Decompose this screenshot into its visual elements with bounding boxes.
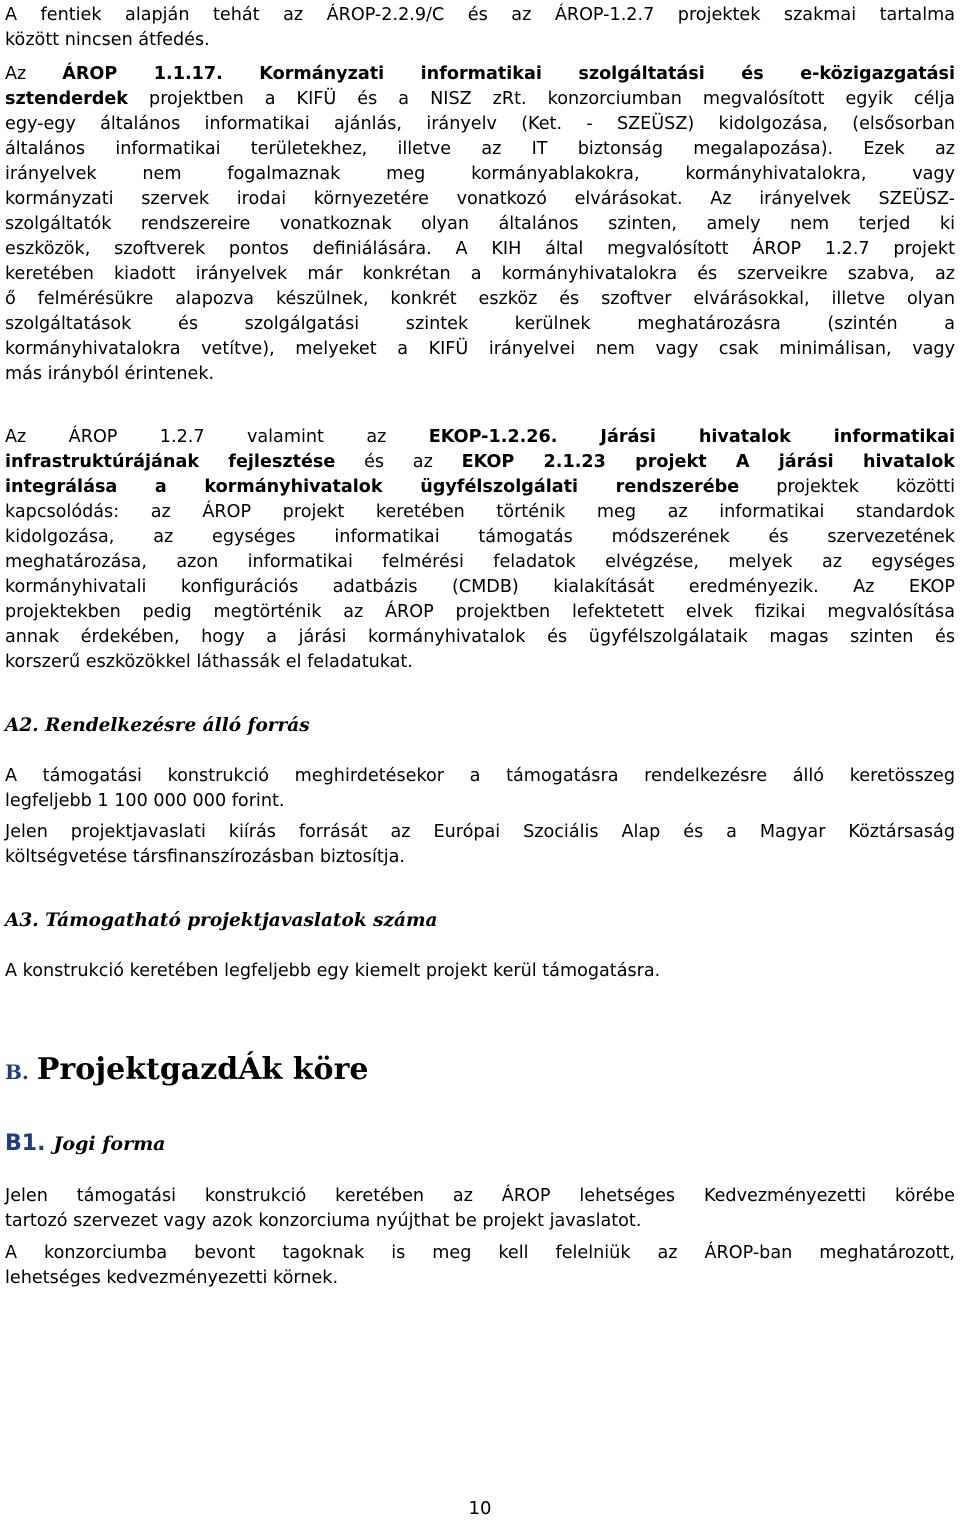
- paragraph-a3: [5, 959, 955, 984]
- text-line: eszközök, szoftverek pontos definiálására. A KIH által megvalósított ÁROP 1.2.7 projekt: [5, 239, 955, 259]
- section-heading-b1: [5, 1131, 166, 1156]
- paragraph-arop-1-1-17: [5, 62, 955, 387]
- text-line: A konstrukció keretében legfeljebb egy kiemelt projekt kerül támogatásra.: [5, 961, 661, 981]
- text-line: lehetséges kedvezményezetti körnek.: [5, 1268, 339, 1288]
- paragraph-b1-2: [5, 1241, 955, 1291]
- paragraph-a2-1: [5, 764, 955, 814]
- text-line: szolgáltatók rendszereire vonatkoznak olyan általános szinten, amely nem terjed ki: [5, 214, 955, 234]
- paragraph-intro: [5, 3, 955, 53]
- text-line: kormányzati szervek irodai környezetére vonatkozó elvárásokat. Az irányelvek SZEÜSZ-: [5, 189, 955, 209]
- text-line: projektekben pedig megtörténik az ÁROP projektben lefektetett elvek fizikai megvalósítása: [5, 602, 955, 622]
- text-line: Az ÁROP 1.2.7 valamint az EKOP-1.2.26. Járási hivatalok informatikai: [5, 427, 955, 447]
- page-number: 10: [468, 1498, 492, 1519]
- text-line: sztenderdek projektben a KIFÜ és a NISZ zRt. konzorciumban megvalósított egyik célja: [5, 89, 955, 109]
- text-line: Jelen projektjavaslati kiírás forrását az Európai Szociális Alap és a Magyar Köztársaság: [5, 822, 955, 842]
- section-title: ProjektgazdÁk köre: [36, 1052, 369, 1087]
- text-line: irányelvek nem fogalmaznak meg kormányablakokra, kormányhivatalokra, vagy: [5, 164, 955, 184]
- text-line: A konzorciumba bevont tagoknak is meg kell felelniük az ÁROP-ban meghatározott,: [5, 1243, 955, 1263]
- text-line: egy-egy általános informatikai ajánlás, irányelv (Ket. - SZEÜSZ) kidolgozása, (elsősorban: [5, 114, 955, 134]
- text-line: korszerű eszközökkel láthassák el feladatukat.: [5, 652, 413, 672]
- paragraph-ekop: [5, 425, 955, 675]
- section-heading-b: [5, 1052, 368, 1087]
- text-line: szolgáltatások és szolgálgatási szintek kerülnek meghatározásra (szintén a: [5, 314, 955, 334]
- text-line: más irányból érintenek.: [5, 364, 215, 384]
- section-heading-a3: A3. Támogatható projektjavaslatok száma: [5, 910, 438, 931]
- section-title: Jogi forma: [53, 1133, 166, 1155]
- text-line: Jelen támogatási konstrukció keretében az ÁROP lehetséges Kedvezményezetti körébe: [5, 1186, 955, 1206]
- text-line: Az ÁROP 1.1.17. Kormányzati informatikai szolgáltatási és e-közigazgatási: [5, 64, 955, 84]
- text-line: annak érdekében, hogy a járási kormányhivatalok és ügyfélszolgálataik magas szinten és: [5, 627, 955, 647]
- section-letter: B.: [5, 1060, 29, 1084]
- text-line: kormányhivatalokra vetítve), melyeket a KIFÜ irányelvei nem vagy csak minimálisan, vagy: [5, 339, 955, 359]
- text-line: költségvetése társfinanszírozásban biztosítja.: [5, 847, 405, 867]
- text-line: legfeljebb 1 100 000 000 forint.: [5, 791, 285, 811]
- text-line: ő felmérésükre alapozva készülnek, konkrét eszköz és szoftver elvárásokkal, illetve olyan: [5, 289, 955, 309]
- text-line: kidolgozása, az egységes informatikai támogatás módszerének és szervezetének: [5, 527, 955, 547]
- section-heading-a2: A2. Rendelkezésre álló forrás: [5, 715, 310, 736]
- text-line: tartozó szervezet vagy azok konzorciuma nyújthat be projekt javaslatot.: [5, 1211, 642, 1231]
- text-line: kormányhivatali konfigurációs adatbázis (CMDB) kialakítását eredményezik. Az EKOP: [5, 577, 955, 597]
- text-line: keretében kiadott irányelvek már konkrétan a kormányhivatalokra és szerveikre szabva, az: [5, 264, 955, 284]
- text-line: kapcsolódás: az ÁROP projekt keretében történik meg az informatikai standardok: [5, 502, 955, 522]
- text-line: A fentiek alapján tehát az ÁROP-2.2.9/C és az ÁROP-1.2.7 projektek szakmai tartalma: [5, 5, 955, 25]
- paragraph-a2-2: [5, 820, 955, 870]
- text-line: általános informatikai területekhez, illetve az IT biztonság megalapozása). Ezek az: [5, 139, 955, 159]
- text-line: meghatározása, azon informatikai felmérési feladatok elvégzése, melyek az egységes: [5, 552, 955, 572]
- paragraph-b1-1: [5, 1184, 955, 1234]
- section-number: B1.: [5, 1131, 46, 1156]
- text-line: A támogatási konstrukció meghirdetésekor a támogatásra rendelkezésre álló keretösszeg: [5, 766, 955, 786]
- text-line: infrastruktúrájának fejlesztése és az EKOP 2.1.23 projekt A járási hivatalok: [5, 452, 955, 472]
- text-line: között nincsen átfedés.: [5, 30, 210, 50]
- text-line: integrálása a kormányhivatalok ügyfélszolgálati rendszerébe projektek közötti: [5, 477, 955, 497]
